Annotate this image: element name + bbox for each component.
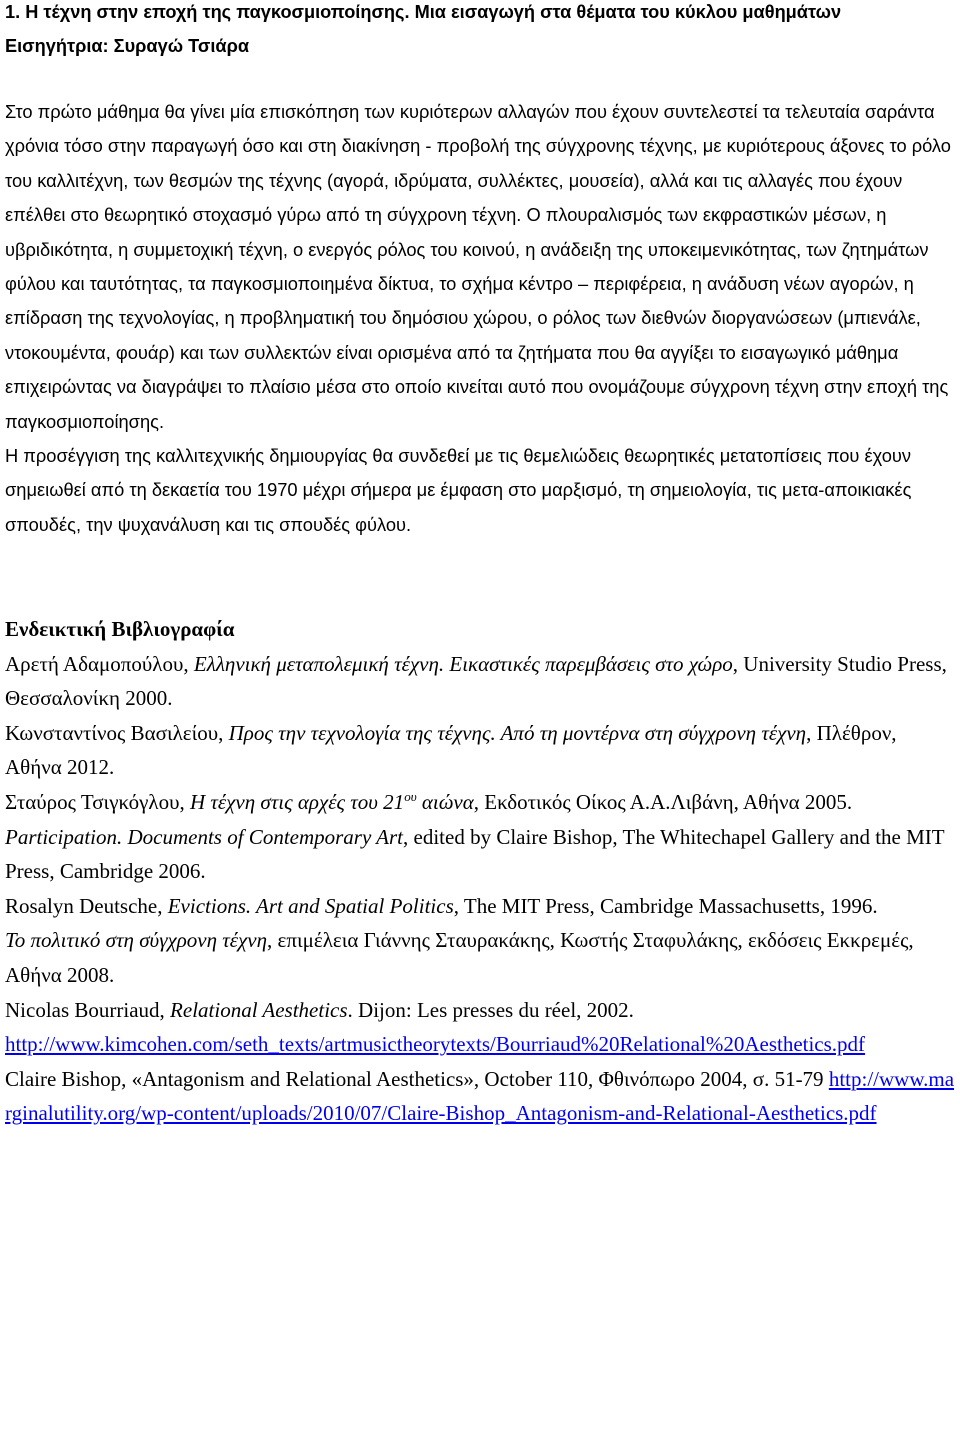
description-paragraph-2: Η προσέγγιση της καλλιτεχνικής δημιουργίας θα συνδεθεί με τις θεμελιώδεις θεωρητικές μετατοπίσεις που έχουν σημειωθεί από τη δεκαετία του 1970 μέχρι σήμερα με έμφαση στο μαρξισμό, τη σημειολογία, τις μετα-αποικιακές σπουδές, την ψυχανάλυση και τις σπουδές φύλου. <box>5 445 912 535</box>
lecturer-name: Εισηγήτρια: Συραγώ Τσιάρα <box>5 36 250 56</box>
entry-author: Claire Bishop, «Antagonism and Relational Aesthetics», October 110, Φθινόπωρο 2004, σ. 51-79 <box>5 1066 829 1091</box>
bibliography-entry <box>5 716 955 785</box>
bibliography-entry <box>5 889 955 924</box>
entry-author: Nicolas Bourriaud, <box>5 997 171 1022</box>
entry-title: Participation. Documents of Contemporary Art <box>5 824 404 849</box>
entry-title: Η τέχνη στις αρχές του 21 <box>189 790 405 815</box>
entry-title-end: αιώνα <box>416 790 474 815</box>
entry-author: Rosalyn Deutsche, <box>5 893 168 918</box>
entry-author: Αρετή Αδαμοπούλου, <box>5 651 194 676</box>
bibliography-heading: Ενδεικτική Βιβλιογραφία <box>5 617 235 642</box>
bibliography-entry <box>5 785 955 820</box>
bibliography-entry <box>5 1062 955 1131</box>
entry-author: Κωνσταντίνος Βασιλείου, <box>5 720 229 745</box>
entry-title: Το πολιτικό στη σύγχρονη τέχνη <box>5 928 268 953</box>
entry-details: , The MIT Press, Cambridge Massachusetts, 1996. <box>453 893 878 918</box>
entry-details: , επιμέλεια Γιάννης Σταυρακάκης, Κωστής Σταφυλάκης, εκδόσεις Εκκρεμές, Αθήνα 2008. <box>5 928 914 988</box>
entry-title: Προς την τεχνολογία της τέχνης. Από τη μοντέρνα στη σύγχρονη τέχνη <box>228 720 807 745</box>
entry-details: , edited by Claire Bishop, The Whitechapel Gallery and the MIT Press, Cambridge 2006. <box>5 824 945 884</box>
entry-title: Relational Aesthetics <box>170 997 348 1022</box>
course-title: 1. Η τέχνη στην εποχή της παγκοσμιοποίησης. Μια εισαγωγή στα θέματα του κύκλου μαθημάτων <box>5 2 842 22</box>
entry-title: Ελληνική μεταπολεμική τέχνη. Εικαστικές παρεμβάσεις στο χώρο <box>193 651 733 676</box>
entry-title: Evictions. Art and Spatial Politics <box>167 893 454 918</box>
entry-details: , University Studio Press, Θεσσαλονίκη 2000. <box>5 651 947 711</box>
bibliography-entry <box>5 923 955 992</box>
entry-details: , Πλέθρον, Αθήνα 2012. <box>5 720 897 780</box>
bibliography-entry <box>5 647 955 716</box>
bibliography-entry <box>5 820 955 889</box>
bishop-pdf-link[interactable]: http://www.marginalutility.org/wp-content/uploads/2010/07/Claire-Bishop_Antagonism-and-Relational-Aesthetics.pdf <box>5 1066 955 1126</box>
entry-details: , Εκδοτικός Οίκος Α.Α.Λιβάνη, Αθήνα 2005. <box>473 790 853 815</box>
bourriaud-pdf-link[interactable]: http://www.kimcohen.com/seth_texts/artmusictheorytexts/Bourriaud%20Relational%20Aesthetics.pdf <box>5 1032 866 1057</box>
entry-details: . Dijon: Les presses du réel, 2002. <box>347 997 634 1022</box>
entry-title-superscript: ου <box>404 789 417 805</box>
entry-author: Σταύρος Τσιγκόγλου, <box>5 790 190 815</box>
description-paragraph-1: Στο πρώτο μάθημα θα γίνει μία επισκόπηση των κυριότερων αλλαγών που έχουν συντελεστεί τα τελευταία σαράντα χρόνια τόσο στην παραγωγή όσο και στη διακίνηση - προβολή της σύγχρονης τέχνης, με κυριότερους άξονες το ρόλο του καλλιτέχνη, των θεσμών της τέχνης (αγορά, ιδρύματα, συλλέκτες, μουσεία), αλλά και τις αλλαγές που έχουν επέλθει στο θεωρητικό στοχασμό γύρω από τη σύγχρονη τέχνη. Ο πλουραλισμός των εκφραστικών μέσων, η υβριδικότητα, η συμμετοχική τέχνη, ο ενεργός ρόλος του κοινού, η ανάδειξη της υποκειμενικότητας, των ζητημάτων φύλου και ταυτότητας, τα παγκοσμιοποιημένα δίκτυα, το σχήμα κέντρο – περιφέρεια, η ανάδυση νέων αγορών, η επίδραση της τεχνολογίας, η προβληματική του δημόσιου χώρου, ο ρόλος των διεθνών διοργανώσεων (μπιενάλε, ντοκουμέντα, φουάρ) και των συλλεκτών είναι ορισμένα από τα ζητήματα που θα αγγίξει το εισαγωγικό μάθημα επιχειρώντας να διαγράψει το πλαίσιο μέσα στο οποίο κινείται αυτό που ονομάζουμε σύγχρονη τέχνη στην εποχή της παγκοσμιοποίησης. <box>5 101 951 432</box>
document-page <box>5 0 955 1131</box>
bibliography-entry <box>5 993 955 1062</box>
